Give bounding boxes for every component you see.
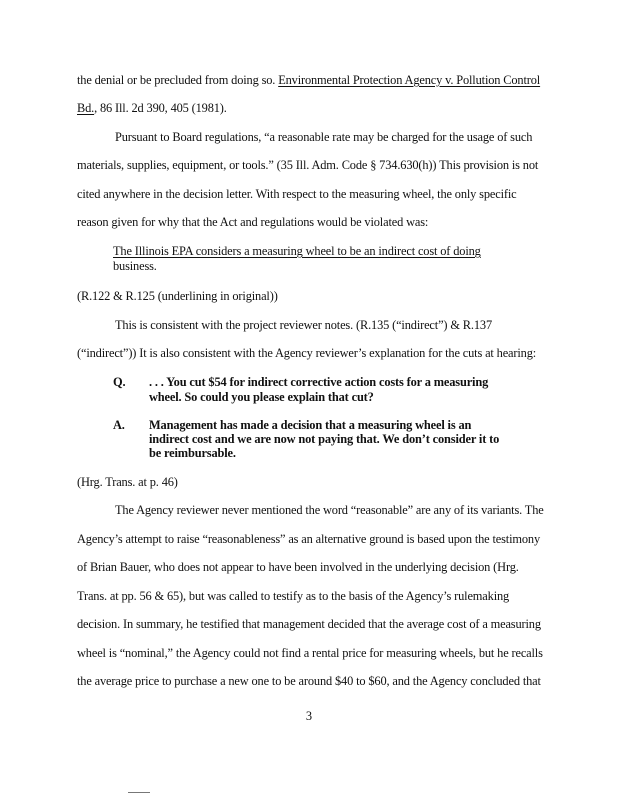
question-text-line: wheel. So could you please explain that cut? <box>149 390 374 404</box>
paragraph-line: The Agency reviewer never mentioned the word “reasonable” are any of its variants. The <box>115 503 544 517</box>
paragraph-line <box>77 101 227 116</box>
answer-label: A. <box>113 418 125 432</box>
paragraph-line: decision. In summary, he testified that management decided that the average cost of a measuring <box>77 617 541 631</box>
paragraph-line <box>77 73 540 88</box>
block-quote-line: business. <box>113 259 157 273</box>
block-quote-line: The Illinois EPA considers a measuring wheel to be an indirect cost of doing <box>113 244 481 258</box>
paragraph-line: wheel is “nominal,” the Agency could not find a rental price for measuring wheels, but he recalls <box>77 646 543 660</box>
answer-text-line: be reimbursable. <box>149 446 236 460</box>
question-label: Q. <box>113 375 126 389</box>
question-text-line: . . . You cut $54 for indirect corrective action costs for a measuring <box>149 375 489 389</box>
paragraph-line: Trans. at pp. 56 & 65), but was called to testify as to the basis of the Agency’s rulemaking <box>77 589 510 603</box>
paragraph-line: reason given for why that the Act and regulations would be violated was: <box>77 215 429 229</box>
paragraph-line: This is consistent with the project reviewer notes. (R.135 (“indirect”) & R.137 <box>115 318 492 332</box>
answer-text-line: Management has made a decision that a measuring wheel is an <box>149 418 472 432</box>
text-run: the denial or be precluded from doing so. <box>77 73 279 87</box>
paragraph-line: materials, supplies, equipment, or tools.” (35 Ill. Adm. Code § 734.630(h)) This provision is not <box>77 158 539 172</box>
case-citation: Bd. <box>77 101 95 115</box>
scan-artifact <box>128 792 150 793</box>
paragraph-line: of Brian Bauer, who does not appear to have been involved in the underlying decision (Hrg. <box>77 560 519 574</box>
case-citation: Environmental Protection Agency v. Pollution Control <box>278 73 541 87</box>
transcript-citation: (Hrg. Trans. at p. 46) <box>77 475 178 489</box>
record-citation: (R.122 & R.125 (underlining in original)) <box>77 289 278 303</box>
answer-text-line: indirect cost and we are now not paying that. We don’t consider it to <box>149 432 500 446</box>
text-run: , 86 Ill. 2d 390, 405 (1981). <box>94 101 227 115</box>
paragraph-line: (“indirect”)) It is also consistent with the Agency reviewer’s explanation for the cuts at hearing: <box>77 346 537 360</box>
paragraph-line: Pursuant to Board regulations, “a reasonable rate may be charged for the usage of such <box>115 130 533 144</box>
paragraph-line: the average price to purchase a new one to be around $40 to $60, and the Agency concluded that <box>77 674 541 688</box>
paragraph-line: cited anywhere in the decision letter. With respect to the measuring wheel, the only specific <box>77 187 517 201</box>
page-number: 3 <box>305 709 313 723</box>
paragraph-line: Agency’s attempt to raise “reasonableness” as an alternative ground is based upon the testimony <box>77 532 540 546</box>
